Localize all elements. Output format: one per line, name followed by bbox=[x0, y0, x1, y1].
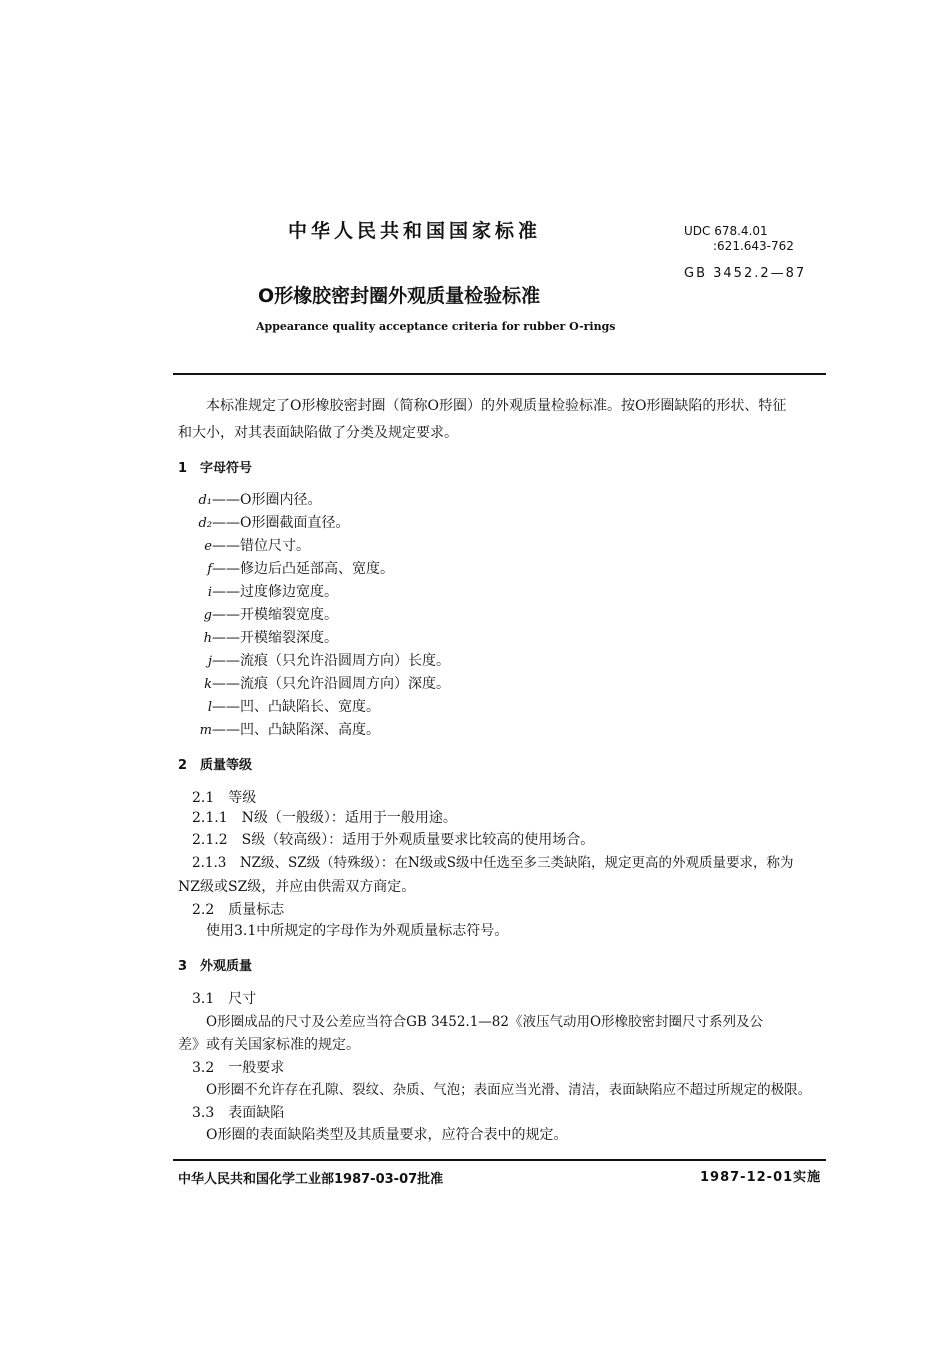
doc-title: O形橡胶密封圈外观质量检验标准 bbox=[258, 285, 541, 307]
symbol-item: i——过度修边宽度。 bbox=[207, 584, 338, 600]
clause-3-1-line-2: 差》或有关国家标准的规定。 bbox=[178, 1037, 360, 1053]
clause-3-2: 3.2 一般要求 bbox=[192, 1060, 285, 1076]
clause-2-1-3-line-1: 2.1.3 NZ级、SZ级（特殊级）：在N级或S级中任选至多三类缺陷，规定更高的外观质量要求，称为 bbox=[192, 855, 794, 871]
symbol-item: d₁——O形圈内径。 bbox=[198, 492, 322, 508]
clause-3-2-text: O形圈不允许存在孔隙、裂纹、杂质、气泡；表面应当光滑、清洁，表面缺陷应不超过所规定的极限。 bbox=[206, 1082, 812, 1098]
header-rule bbox=[173, 373, 826, 375]
intro-line-1: 本标准规定了O形橡胶密封圈（简称O形圈）的外观质量检验标准。按O形圈缺陷的形状、特征 bbox=[206, 398, 787, 414]
symbol-item: f——修边后凸延部高、宽度。 bbox=[207, 561, 394, 577]
symbol-item: g——开模缩裂宽度。 bbox=[203, 607, 338, 623]
org-title: 中华人民共和国国家标准 bbox=[288, 220, 542, 242]
clause-2-2: 2.2 质量标志 bbox=[192, 902, 285, 918]
clause-2-1-2: 2.1.2 S级（较高级）：适用于外观质量要求比较高的使用场合。 bbox=[192, 832, 595, 848]
clause-3-1: 3.1 尺寸 bbox=[192, 991, 257, 1007]
effective-date: 1987-12-01实施 bbox=[700, 1170, 822, 1185]
approval-line: 中华人民共和国化学工业部1987-03-07批准 bbox=[178, 1172, 444, 1187]
english-title: Appearance quality acceptance criteria for rubber O-rings bbox=[256, 320, 616, 333]
section-1-heading: 1 字母符号 bbox=[178, 461, 253, 476]
symbol-item: k——流痕（只允许沿圆周方向）深度。 bbox=[204, 676, 450, 692]
symbol-item: d₂——O形圈截面直径。 bbox=[198, 515, 350, 531]
udc-code-line1: UDC 678.4.01 bbox=[684, 224, 768, 238]
symbol-item: m——凹、凸缺陷深、高度。 bbox=[199, 722, 380, 738]
intro-line-2: 和大小，对其表面缺陷做了分类及规定要求。 bbox=[178, 425, 458, 441]
clause-2-1-1: 2.1.1 N级（一般级）：适用于一般用途。 bbox=[192, 810, 457, 826]
section-3-heading: 3 外观质量 bbox=[178, 959, 253, 974]
symbol-item: l——凹、凸缺陷长、宽度。 bbox=[207, 699, 380, 715]
clause-2-1: 2.1 等级 bbox=[192, 790, 257, 806]
clause-3-1-line-1: O形圈成品的尺寸及公差应当符合GB 3452.1—82《液压气动用O形橡胶密封圈尺寸系列及公 bbox=[206, 1014, 764, 1030]
clause-2-1-3-line-2: NZ级或SZ级，并应由供需双方商定。 bbox=[178, 879, 416, 895]
footer-rule bbox=[173, 1159, 826, 1161]
udc-code-line2: :621.643-762 bbox=[713, 239, 794, 253]
clause-3-3: 3.3 表面缺陷 bbox=[192, 1105, 285, 1121]
symbol-item: h——开模缩裂深度。 bbox=[203, 630, 338, 646]
clause-2-2-text: 使用3.1中所规定的字母作为外观质量标志符号。 bbox=[206, 923, 509, 939]
clause-3-3-text: O形圈的表面缺陷类型及其质量要求，应符合表中的规定。 bbox=[206, 1127, 568, 1143]
section-2-heading: 2 质量等级 bbox=[178, 758, 253, 773]
symbol-item: j——流痕（只允许沿圆周方向）长度。 bbox=[207, 653, 450, 669]
gb-code: GB 3452.2—87 bbox=[684, 266, 807, 281]
symbol-item: e——错位尺寸。 bbox=[204, 538, 310, 554]
